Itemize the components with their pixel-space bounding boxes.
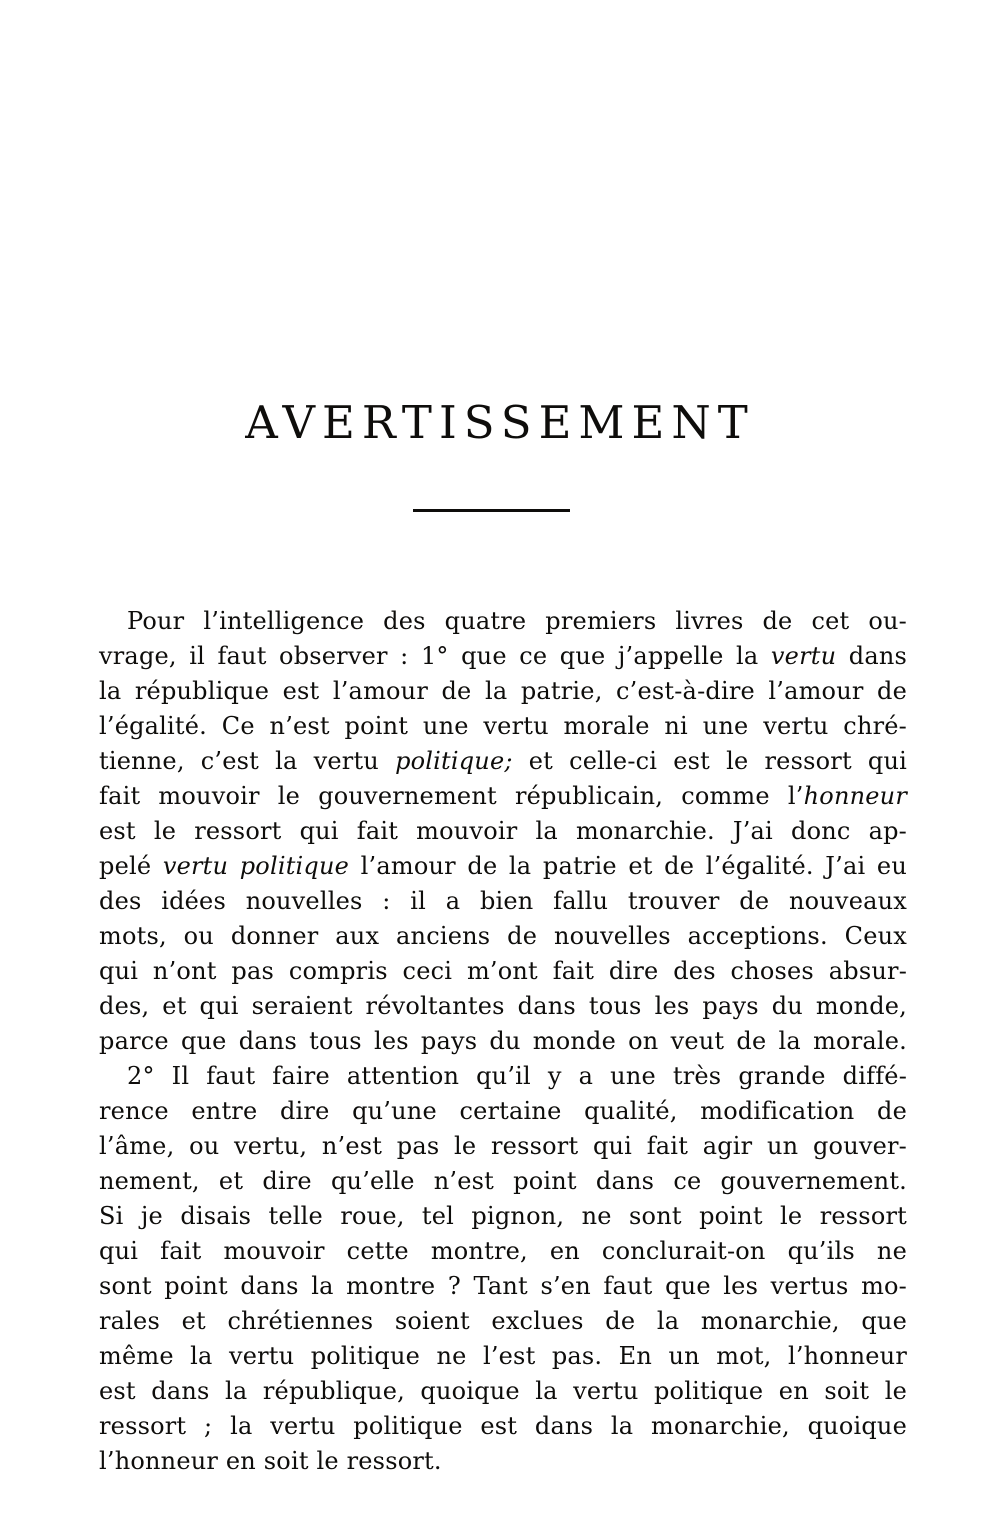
text-segment: l’âme, ou vertu, n’est pas le ressort qui fait agir un gouver- bbox=[99, 1132, 907, 1160]
text-segment: Si je disais telle roue, tel pignon, ne sont point le ressort bbox=[99, 1202, 907, 1230]
text-segment: est dans la république, quoique la vertu politique en soit le bbox=[99, 1377, 907, 1405]
text-line bbox=[99, 1024, 907, 1059]
text-line bbox=[99, 1269, 907, 1304]
text-line bbox=[99, 1129, 907, 1164]
text-segment: dans bbox=[836, 642, 908, 670]
text-segment: l’égalité. Ce n’est point une vertu morale ni une vertu chré- bbox=[99, 712, 907, 740]
text-segment: Pour l’intelligence des quatre premiers livres de cet ou- bbox=[127, 607, 907, 635]
title-divider bbox=[413, 509, 570, 512]
text-segment: même la vertu politique ne l’est pas. En un mot, l’honneur bbox=[99, 1342, 907, 1370]
text-line bbox=[99, 814, 907, 849]
text-segment: la république est l’amour de la patrie, c’est-à-dire l’amour de bbox=[99, 677, 907, 705]
text-line bbox=[99, 1409, 907, 1444]
text-segment: 2° Il faut faire attention qu’il y a une très grande diffé- bbox=[127, 1062, 907, 1090]
text-segment: pelé bbox=[99, 852, 163, 880]
text-segment: et celle-ci est le ressort qui bbox=[512, 747, 907, 775]
text-line bbox=[99, 709, 907, 744]
text-line bbox=[99, 1304, 907, 1339]
text-line bbox=[99, 989, 907, 1024]
text-segment: l’amour de la patrie et de l’égalité. J’ai eu bbox=[349, 852, 907, 880]
text-line bbox=[99, 604, 907, 639]
text-line bbox=[99, 919, 907, 954]
text-segment: des idées nouvelles : il a bien fallu trouver de nouveaux bbox=[99, 887, 907, 915]
text-segment: sont point dans la montre ? Tant s’en faut que les vertus mo- bbox=[99, 1272, 907, 1300]
text-segment: mots, ou donner aux anciens de nouvelles acceptions. Ceux bbox=[99, 922, 907, 950]
body-text bbox=[99, 604, 907, 1479]
text-line bbox=[99, 1199, 907, 1234]
text-line bbox=[99, 1234, 907, 1269]
text-segment: des, et qui seraient révoltantes dans tous les pays du monde, bbox=[99, 992, 907, 1020]
text-line bbox=[99, 1444, 907, 1479]
italic-text-segment: vertu politique bbox=[162, 852, 350, 880]
text-segment: rales et chrétiennes soient exclues de la monarchie, que bbox=[99, 1307, 907, 1335]
text-line bbox=[99, 744, 907, 779]
text-line bbox=[99, 639, 907, 674]
text-segment: l’honneur en soit le ressort. bbox=[99, 1447, 442, 1475]
text-line bbox=[99, 954, 907, 989]
text-line bbox=[99, 1339, 907, 1374]
text-line bbox=[99, 1094, 907, 1129]
page-title: AVERTISSEMENT bbox=[245, 396, 755, 449]
italic-text-segment: honneur bbox=[803, 782, 907, 810]
text-segment: parce que dans tous les pays du monde on veut de la morale. bbox=[99, 1027, 907, 1055]
text-segment: qui n’ont pas compris ceci m’ont fait dire des choses absur- bbox=[99, 957, 907, 985]
text-line bbox=[99, 1164, 907, 1199]
text-line bbox=[99, 849, 907, 884]
text-segment: ressort ; la vertu politique est dans la monarchie, quoique bbox=[99, 1412, 907, 1440]
italic-text-segment: politique; bbox=[395, 747, 513, 775]
text-segment: fait mouvoir le gouvernement républicain, comme l’ bbox=[99, 782, 804, 810]
text-segment: rence entre dire qu’une certaine qualité, modification de bbox=[99, 1097, 907, 1125]
text-line bbox=[99, 779, 907, 814]
italic-text-segment: vertu bbox=[770, 642, 837, 670]
text-line bbox=[99, 1059, 907, 1094]
text-line bbox=[99, 674, 907, 709]
text-segment: nement, et dire qu’elle n’est point dans ce gouvernement. bbox=[99, 1167, 907, 1195]
text-segment: est le ressort qui fait mouvoir la monarchie. J’ai donc ap- bbox=[99, 817, 907, 845]
text-line bbox=[99, 884, 907, 919]
text-segment: qui fait mouvoir cette montre, en conclurait-on qu’ils ne bbox=[99, 1237, 907, 1265]
text-segment: vrage, il faut observer : 1° que ce que j’appelle la bbox=[99, 642, 771, 670]
text-segment: tienne, c’est la vertu bbox=[99, 747, 396, 775]
text-line bbox=[99, 1374, 907, 1409]
